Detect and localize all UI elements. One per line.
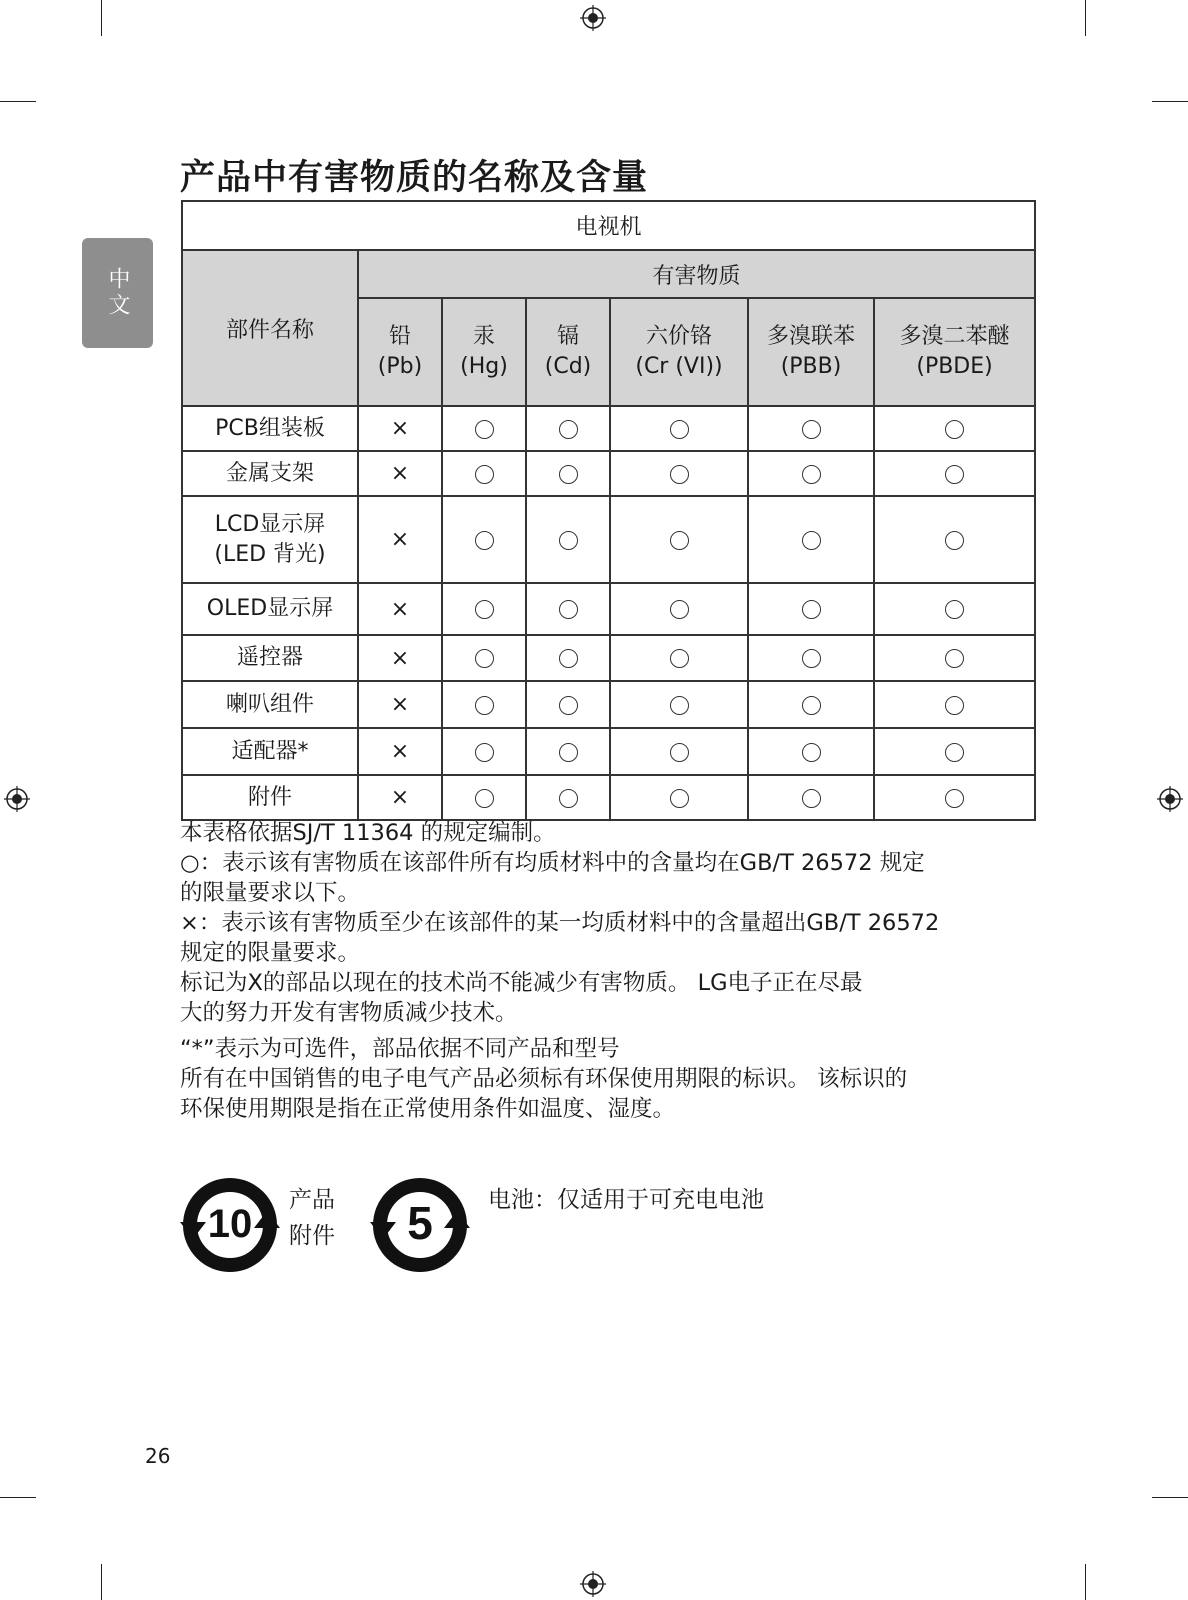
within-limit-mark (442, 681, 526, 728)
within-limit-mark (526, 728, 610, 775)
within-limit-mark (748, 775, 874, 820)
circle-icon (559, 420, 578, 439)
note-marked-cont: 大的努力开发有害物质减少技术。 (180, 1000, 518, 1026)
within-limit-mark (442, 451, 526, 496)
circle-icon (802, 420, 821, 439)
exceeds-limit-mark: × (358, 775, 442, 820)
within-limit-mark (526, 635, 610, 681)
registration-mark-icon (1157, 786, 1183, 812)
circle-icon (559, 789, 578, 808)
circle-icon (670, 600, 689, 619)
crop-mark (0, 101, 36, 102)
circle-icon (475, 465, 494, 484)
within-limit-mark (610, 681, 748, 728)
circle-icon (945, 696, 964, 715)
circle-icon (475, 600, 494, 619)
within-limit-mark (748, 406, 874, 451)
language-tab (82, 238, 153, 348)
table-row (182, 728, 1035, 775)
component-name: 遥控器 (182, 635, 358, 681)
circle-icon (559, 600, 578, 619)
exceeds-limit-mark: × (358, 451, 442, 496)
note-cross-cont: 规定的限量要求。 (180, 940, 361, 966)
table-row (182, 583, 1035, 635)
substance-header: 多溴联苯 (PBB) (748, 298, 874, 406)
product-header: 电视机 (182, 201, 1035, 250)
svg-text:10: 10 (207, 1202, 253, 1246)
registration-mark-icon (580, 1571, 606, 1597)
within-limit-mark (748, 451, 874, 496)
circle-icon (475, 649, 494, 668)
exceeds-limit-mark: × (358, 583, 442, 635)
within-limit-mark (874, 635, 1035, 681)
crop-mark (1085, 0, 1086, 36)
crop-mark (101, 0, 102, 36)
circle-icon (670, 789, 689, 808)
component-name: 附件 (182, 775, 358, 820)
language-tab-label: 中文 (105, 267, 130, 319)
within-limit-mark (874, 728, 1035, 775)
registration-mark-icon (4, 786, 30, 812)
table-row (182, 775, 1035, 820)
circle-icon (802, 600, 821, 619)
exceeds-limit-mark: × (358, 406, 442, 451)
note-cross: ×：表示该有害物质至少在该部件的某一均质材料中的含量超出GB/T 26572 (180, 910, 940, 936)
circle-icon (559, 531, 578, 550)
hazardous-substances-table (181, 200, 1036, 821)
within-limit-mark (874, 583, 1035, 635)
within-limit-mark (442, 635, 526, 681)
circle-icon (802, 649, 821, 668)
circle-icon (475, 696, 494, 715)
note-epup: 所有在中国销售的电子电气产品必须标有环保使用期限的标识。 该标识的 (180, 1066, 908, 1092)
circle-icon (802, 696, 821, 715)
circle-icon (945, 531, 964, 550)
within-limit-mark (610, 451, 748, 496)
table-row (182, 681, 1035, 728)
component-name: LCD显示屏 (LED 背光) (182, 496, 358, 583)
within-limit-mark (748, 583, 874, 635)
circle-icon (475, 743, 494, 762)
crop-mark (0, 1497, 36, 1498)
exceeds-limit-mark: × (358, 635, 442, 681)
table-row (182, 496, 1035, 583)
within-limit-mark (610, 406, 748, 451)
hazard-header: 有害物质 (358, 250, 1035, 298)
substance-header: 铅 (Pb) (358, 298, 442, 406)
epup-5-year-icon (370, 1175, 470, 1275)
table-row (182, 451, 1035, 496)
within-limit-mark (610, 583, 748, 635)
crop-mark (1152, 1497, 1188, 1498)
circle-icon (945, 789, 964, 808)
within-limit-mark (748, 496, 874, 583)
crop-mark (1152, 101, 1188, 102)
within-limit-mark (874, 775, 1035, 820)
circle-icon (802, 465, 821, 484)
within-limit-mark (442, 406, 526, 451)
circle-icon (802, 789, 821, 808)
circle-icon (559, 696, 578, 715)
circle-icon (475, 420, 494, 439)
note-standard: 本表格依据SJ/T 11364 的规定编制。 (180, 820, 556, 846)
note-optional: “*”表示为可选件，部品依据不同产品和型号 (180, 1036, 620, 1062)
component-name: 适配器* (182, 728, 358, 775)
within-limit-mark (442, 728, 526, 775)
circle-icon (945, 420, 964, 439)
within-limit-mark (748, 728, 874, 775)
note-circle: ○：表示该有害物质在该部件所有均质材料中的含量均在GB/T 26572 规定 (180, 850, 925, 876)
circle-icon (670, 420, 689, 439)
component-name: PCB组装板 (182, 406, 358, 451)
within-limit-mark (748, 681, 874, 728)
substance-header: 六价铬 (Cr (VI)) (610, 298, 748, 406)
within-limit-mark (526, 775, 610, 820)
circle-icon (670, 696, 689, 715)
circle-icon (670, 649, 689, 668)
component-name: 喇叭组件 (182, 681, 358, 728)
circle-icon (802, 531, 821, 550)
crop-mark (101, 1564, 102, 1600)
note-marked: 标记为X的部品以现在的技术尚不能减少有害物质。 LG电子正在尽最 (180, 970, 863, 996)
page-title: 产品中有害物质的名称及含量 (180, 158, 649, 198)
table-row (182, 635, 1035, 681)
substance-header: 镉 (Cd) (526, 298, 610, 406)
within-limit-mark (874, 496, 1035, 583)
circle-icon (559, 649, 578, 668)
substance-header: 汞 (Hg) (442, 298, 526, 406)
circle-icon (945, 649, 964, 668)
circle-icon (670, 531, 689, 550)
circle-icon (670, 465, 689, 484)
circle-icon (559, 465, 578, 484)
within-limit-mark (442, 775, 526, 820)
within-limit-mark (526, 406, 610, 451)
within-limit-mark (610, 775, 748, 820)
circle-icon (945, 600, 964, 619)
circle-icon (475, 531, 494, 550)
within-limit-mark (526, 583, 610, 635)
circle-icon (945, 743, 964, 762)
within-limit-mark (874, 406, 1035, 451)
within-limit-mark (610, 635, 748, 681)
note-epup-cont: 环保使用期限是指在正常使用条件如温度、湿度。 (180, 1096, 676, 1122)
within-limit-mark (442, 583, 526, 635)
circle-icon (559, 743, 578, 762)
epup-10-year-icon (180, 1175, 280, 1275)
within-limit-mark (874, 451, 1035, 496)
within-limit-mark (874, 681, 1035, 728)
within-limit-mark (610, 728, 748, 775)
epup-5-label: 电池：仅适用于可充电电池 (488, 1187, 764, 1213)
note-circle-cont: 的限量要求以下。 (180, 880, 361, 906)
within-limit-mark (526, 681, 610, 728)
circle-icon (945, 465, 964, 484)
within-limit-mark (526, 496, 610, 583)
registration-mark-icon (580, 5, 606, 31)
crop-mark (1085, 1564, 1086, 1600)
svg-text:5: 5 (407, 1197, 433, 1249)
within-limit-mark (442, 496, 526, 583)
circle-icon (802, 743, 821, 762)
table-row (182, 406, 1035, 451)
page-number: 26 (145, 1444, 171, 1468)
circle-icon (475, 789, 494, 808)
within-limit-mark (526, 451, 610, 496)
circle-icon (670, 743, 689, 762)
component-header: 部件名称 (182, 250, 358, 406)
exceeds-limit-mark: × (358, 496, 442, 583)
epup-10-label: 产品 附件 (289, 1187, 335, 1249)
within-limit-mark (748, 635, 874, 681)
notes-section (180, 818, 1040, 1124)
exceeds-limit-mark: × (358, 681, 442, 728)
substance-header: 多溴二苯醚 (PBDE) (874, 298, 1035, 406)
within-limit-mark (610, 496, 748, 583)
component-name: 金属支架 (182, 451, 358, 496)
exceeds-limit-mark: × (358, 728, 442, 775)
component-name: OLED显示屏 (182, 583, 358, 635)
